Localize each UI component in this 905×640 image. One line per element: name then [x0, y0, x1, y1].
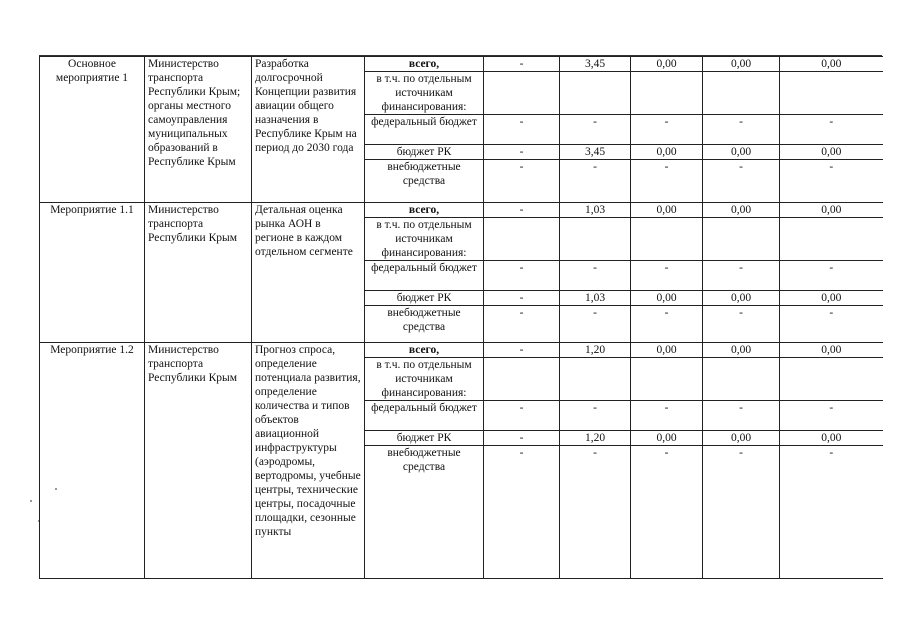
- funding-value-cell: -: [484, 291, 560, 306]
- funding-source-label: бюджет РК: [365, 145, 484, 160]
- funding-source-label: в т.ч. по отдельным источникам финансирования:: [365, 218, 484, 261]
- funding-value-cell: -: [484, 203, 560, 218]
- funding-value-cell: 0,00: [631, 203, 703, 218]
- funding-value-cell: -: [780, 261, 883, 291]
- funding-value-cell: 0,00: [631, 57, 703, 72]
- funding-value-cell: 1,20: [560, 431, 631, 446]
- activity-1-2-description: Прогноз спроса, определение потенциала развития, определение количества и типов объектов авиационной инфраструктуры (аэродромы, вертодромы, учебные центры, технические центры, посадочные площадки, сезонные пункты: [252, 343, 365, 579]
- funding-value-cell: [703, 72, 780, 115]
- funding-value-cell: -: [560, 446, 631, 579]
- funding-value-cell: [560, 218, 631, 261]
- funding-source-label: в т.ч. по отдельным источникам финансирования:: [365, 72, 484, 115]
- funding-value-cell: -: [560, 115, 631, 145]
- funding-value-cell: 0,00: [780, 203, 883, 218]
- financing-table: [39, 56, 883, 579]
- funding-source-label: всего,: [365, 203, 484, 218]
- funding-value-cell: 0,00: [631, 431, 703, 446]
- funding-value-cell: 0,00: [780, 343, 883, 358]
- funding-value-cell: 3,45: [560, 57, 631, 72]
- funding-source-label: всего,: [365, 343, 484, 358]
- funding-value-cell: -: [631, 446, 703, 579]
- funding-value-cell: -: [631, 401, 703, 431]
- funding-value-cell: -: [703, 401, 780, 431]
- funding-value-cell: 0,00: [780, 291, 883, 306]
- funding-value-cell: 0,00: [780, 145, 883, 160]
- funding-value-cell: 3,45: [560, 145, 631, 160]
- funding-source-label: бюджет РК: [365, 291, 484, 306]
- funding-value-cell: -: [560, 306, 631, 343]
- activity-1-1-executor: Министерство транспорта Республики Крым: [145, 203, 252, 343]
- funding-value-cell: -: [560, 261, 631, 291]
- funding-value-cell: [780, 358, 883, 401]
- scan-speck: [30, 500, 32, 502]
- funding-value-cell: 0,00: [703, 431, 780, 446]
- funding-value-cell: -: [631, 160, 703, 203]
- funding-value-cell: [484, 72, 560, 115]
- main-activity-1-description: Разработка долгосрочной Концепции развития авиации общего назначения в Республике Крым на период до 2030 года: [252, 57, 365, 203]
- funding-value-cell: -: [703, 446, 780, 579]
- funding-value-cell: -: [780, 446, 883, 579]
- funding-value-cell: -: [703, 261, 780, 291]
- funding-value-cell: -: [631, 261, 703, 291]
- activity-1-1-description: Детальная оценка рынка АОН в регионе в каждом отдельном сегменте: [252, 203, 365, 343]
- funding-source-label: федеральный бюджет: [365, 115, 484, 145]
- funding-value-cell: [631, 218, 703, 261]
- funding-value-cell: -: [560, 401, 631, 431]
- funding-value-cell: [703, 358, 780, 401]
- table-row: [40, 57, 883, 72]
- funding-value-cell: -: [780, 160, 883, 203]
- funding-source-label: федеральный бюджет: [365, 261, 484, 291]
- funding-source-label: в т.ч. по отдельным источникам финансирования:: [365, 358, 484, 401]
- funding-value-cell: -: [703, 160, 780, 203]
- funding-value-cell: 0,00: [703, 57, 780, 72]
- funding-value-cell: -: [631, 115, 703, 145]
- funding-value-cell: -: [780, 115, 883, 145]
- funding-value-cell: 0,00: [703, 291, 780, 306]
- funding-value-cell: 0,00: [703, 145, 780, 160]
- funding-value-cell: 0,00: [780, 57, 883, 72]
- funding-value-cell: -: [484, 306, 560, 343]
- funding-source-label: внебюджетные средства: [365, 306, 484, 343]
- main-activity-1-executor: Министерство транспорта Республики Крым; органы местного самоуправления муниципальных образований в Республике Крым: [145, 57, 252, 203]
- funding-value-cell: -: [780, 401, 883, 431]
- funding-value-cell: 1,20: [560, 343, 631, 358]
- main-activity-1-name: Основное мероприятие 1: [40, 57, 145, 203]
- funding-source-label: бюджет РК: [365, 431, 484, 446]
- funding-value-cell: 1,03: [560, 203, 631, 218]
- activity-1-1-name: Мероприятие 1.1: [40, 203, 145, 343]
- table-row: [40, 203, 883, 218]
- funding-value-cell: 0,00: [703, 343, 780, 358]
- table-row: [40, 343, 883, 358]
- funding-value-cell: 0,00: [631, 145, 703, 160]
- funding-value-cell: -: [560, 160, 631, 203]
- funding-value-cell: [703, 218, 780, 261]
- funding-value-cell: [560, 72, 631, 115]
- funding-value-cell: -: [484, 446, 560, 579]
- funding-value-cell: -: [484, 57, 560, 72]
- funding-source-label: внебюджетные средства: [365, 446, 484, 579]
- funding-value-cell: -: [484, 160, 560, 203]
- table-body: [40, 57, 883, 579]
- funding-value-cell: -: [780, 306, 883, 343]
- funding-value-cell: [631, 72, 703, 115]
- activity-1-2-executor: Министерство транспорта Республики Крым: [145, 343, 252, 579]
- funding-source-label: всего,: [365, 57, 484, 72]
- funding-value-cell: [780, 72, 883, 115]
- funding-value-cell: -: [484, 261, 560, 291]
- funding-value-cell: -: [484, 145, 560, 160]
- funding-value-cell: 1,03: [560, 291, 631, 306]
- funding-source-label: внебюджетные средства: [365, 160, 484, 203]
- funding-value-cell: 0,00: [631, 291, 703, 306]
- funding-value-cell: -: [484, 343, 560, 358]
- funding-value-cell: -: [631, 306, 703, 343]
- funding-value-cell: -: [703, 306, 780, 343]
- funding-value-cell: [484, 358, 560, 401]
- funding-value-cell: [560, 358, 631, 401]
- funding-value-cell: 0,00: [631, 343, 703, 358]
- funding-value-cell: [631, 358, 703, 401]
- activity-1-2-name: Мероприятие 1.2: [40, 343, 145, 579]
- funding-source-label: федеральный бюджет: [365, 401, 484, 431]
- funding-value-cell: 0,00: [780, 431, 883, 446]
- funding-value-cell: [780, 218, 883, 261]
- funding-value-cell: -: [484, 401, 560, 431]
- funding-value-cell: -: [484, 115, 560, 145]
- funding-value-cell: 0,00: [703, 203, 780, 218]
- funding-value-cell: -: [484, 431, 560, 446]
- funding-value-cell: -: [703, 115, 780, 145]
- funding-value-cell: [484, 218, 560, 261]
